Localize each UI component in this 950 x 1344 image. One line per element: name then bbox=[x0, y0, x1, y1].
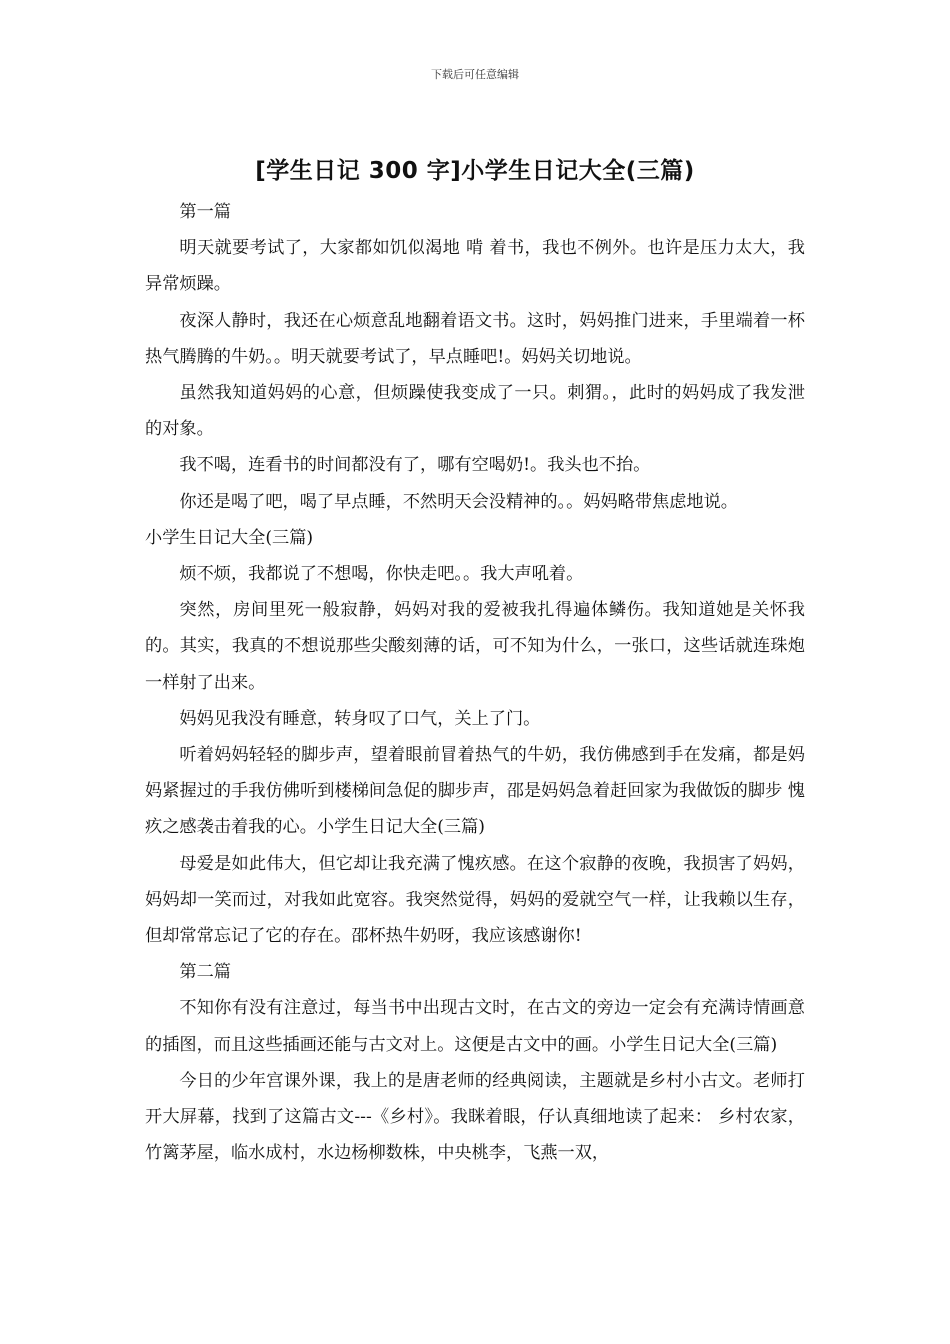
paragraph: 你还是喝了吧，喝了早点睡，不然明天会没精神的。。妈妈略带焦虑地说。 bbox=[179, 491, 738, 512]
paragraph: 突然，房间里死一般寂静，妈妈对我的爱被我扎得遍体鳞伤。我知道她是关怀我的。其实，我真的不想说那些尖酸刻薄的话，可不知为什么，一张口，这些话就连珠炮一样射了出来。 bbox=[145, 600, 805, 693]
paragraph: 不知你有没有注意过，每当书中出现古文时，在古文的旁边一定会有充满诗情画意的插图，而且这些插画还能与古文对上。这便是古文中的画。小学生日记大全(三篇) bbox=[145, 998, 805, 1055]
paragraph: 明天就要考试了，大家都如饥似渴地 啃 着书，我也不例外。也许是压力太大，我异常烦躁。 bbox=[145, 238, 805, 295]
paragraph-section-heading-1: 第一篇 bbox=[179, 202, 231, 222]
inline-watermark-title: 小学生日记大全(三篇) bbox=[145, 527, 314, 548]
paragraph: 今日的少年宫课外课，我上的是唐老师的经典阅读，主题就是乡村小古文。老师打开大屏幕，找到了这篇古文---《乡村》。我眯着眼，仔认真细地读了起来： 乡村农家，竹篱茅屋，临水成村，水边杨柳数株，中央桃李，飞燕一双， bbox=[145, 1070, 805, 1164]
document-title: [学生日记 300 字]小学生日记大全(三篇) bbox=[255, 158, 695, 184]
paragraph: 虽然我知道妈妈的心意，但烦躁使我变成了一只。刺猬。，此时的妈妈成了我发泄的对象。 bbox=[145, 383, 805, 440]
paragraph: 我不喝，连看书的时间都没有了，哪有空喝奶!。我头也不抬。 bbox=[179, 455, 651, 476]
paragraph: 母爱是如此伟大，但它却让我充满了愧疚感。在这个寂静的夜晚，我损害了妈妈，妈妈却一笑而过，对我如此宽容。我突然觉得，妈妈的爱就空气一样，让我赖以生存，但却常常忘记了它的存在。邵杯热牛奶呀，我应该感谢你! bbox=[145, 853, 805, 947]
header-note: 下载后可任意编辑 bbox=[431, 68, 519, 81]
paragraph: 烦不烦，我都说了不想喝，你快走吧。。我大声吼着。 bbox=[179, 564, 584, 585]
paragraph-section-heading-2: 第二篇 bbox=[179, 962, 231, 983]
paragraph: 妈妈见我没有睡意，转身叹了口气，关上了门。 bbox=[179, 708, 541, 729]
paragraph: 听着妈妈轻轻的脚步声，望着眼前冒着热气的牛奶，我仿佛感到手在发痛，都是妈妈紧握过的手我仿佛听到楼梯间急促的脚步声，邵是妈妈急着赶回家为我做饭的脚步 愧疚之感袭击着我的心。小学生日记大全(三篇) bbox=[145, 745, 805, 838]
paragraph: 夜深人静时，我还在心烦意乱地翻着语文书。这时，妈妈推门进来，手里端着一杯热气腾腾的牛奶。。明天就要考试了，早点睡吧!。妈妈关切地说。 bbox=[145, 310, 805, 367]
document-body bbox=[145, 194, 805, 1171]
